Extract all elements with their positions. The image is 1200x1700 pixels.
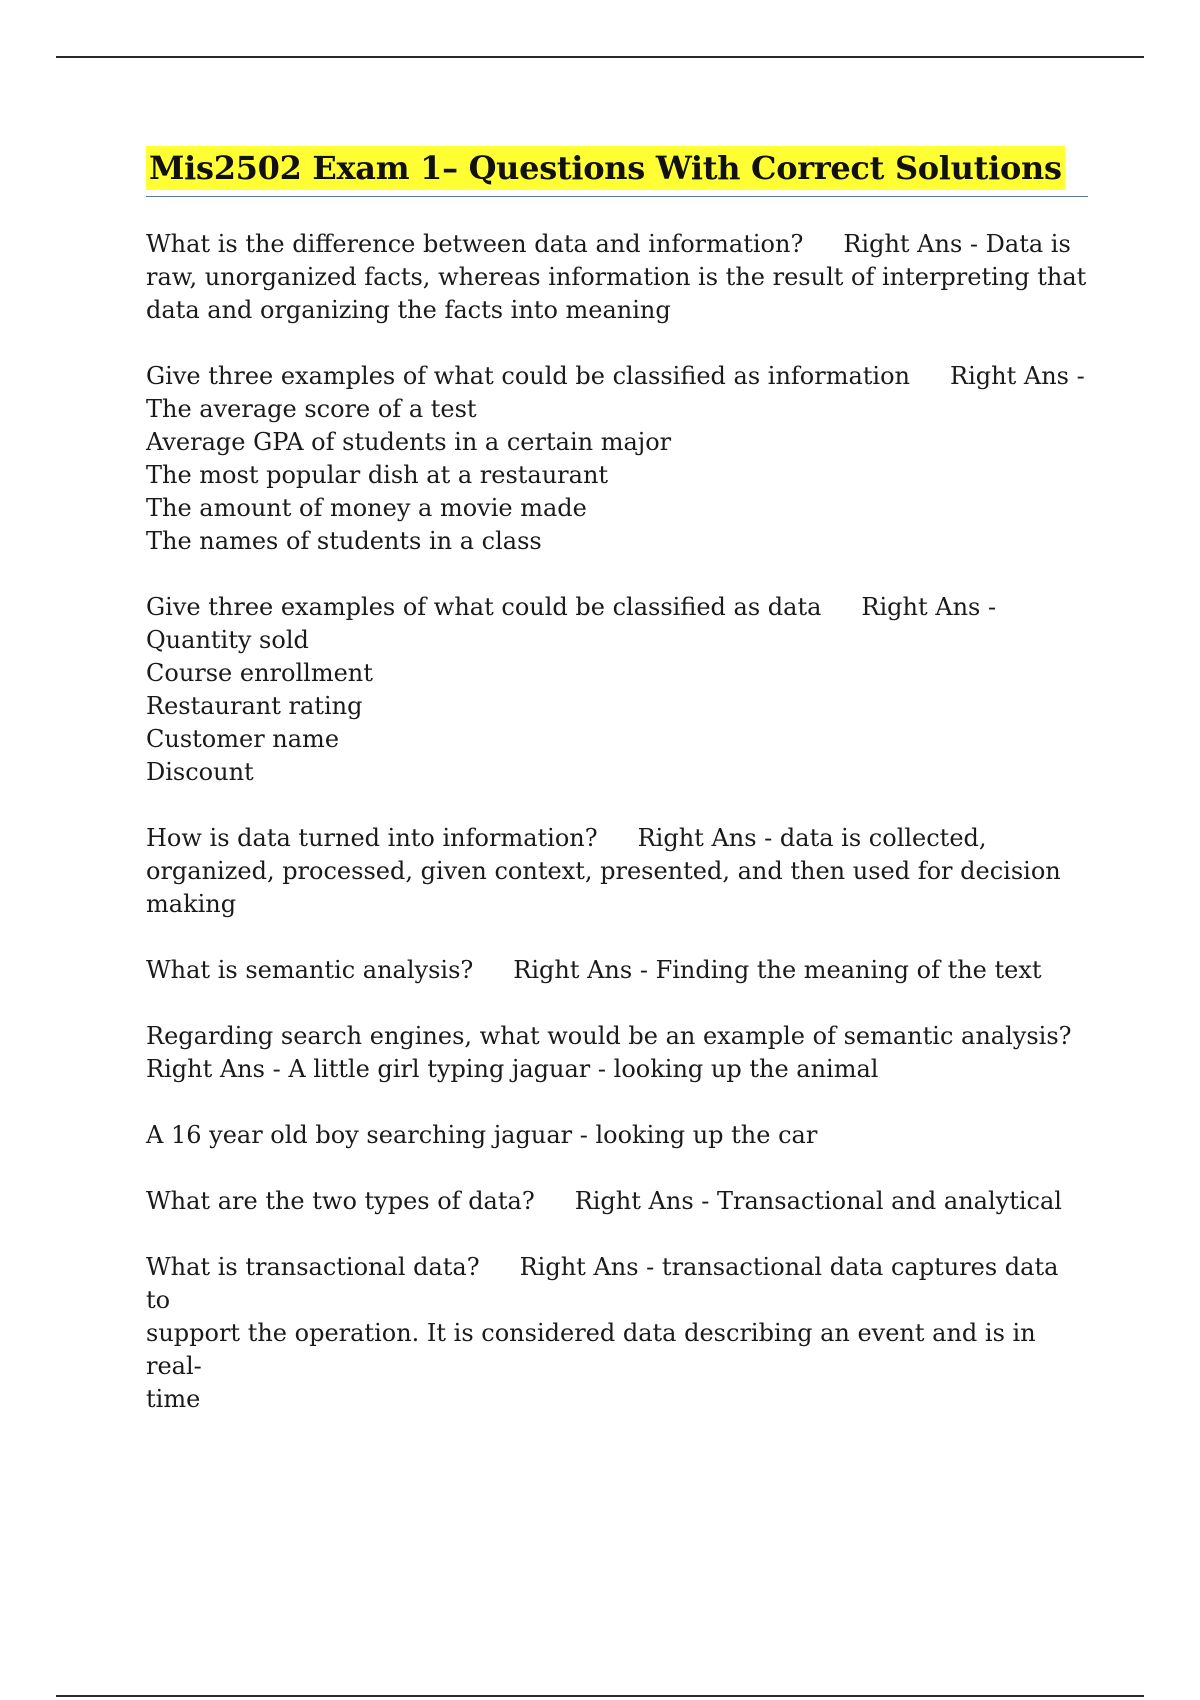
body-text: Course enrollment [146,659,373,687]
body-text: The names of students in a class [146,527,542,555]
body-text: support the operation. It is considered data describing an event and is in real- [146,1319,1036,1380]
qa-line [146,228,1088,261]
qa-item [146,591,1088,789]
qa-line [146,855,1088,888]
body-text: time [146,1385,201,1413]
body-text: Restaurant rating [146,692,363,720]
qa-item [146,1119,1088,1152]
body-text: data and organizing the facts into meaning [146,296,671,324]
qa-item [146,1185,1088,1218]
question-text: How is data turned into information? [146,824,598,852]
qa-line [146,492,1088,525]
body-text: The amount of money a movie made [146,494,587,522]
answer-text: Right Ans - Transactional and analytical [574,1187,1062,1215]
qa-line [146,1251,1088,1317]
question-text: What is transactional data? [146,1253,480,1281]
answer-text: Right Ans - data is collected, [637,824,987,852]
qa-line [146,1317,1088,1383]
qa-item [146,1020,1088,1086]
question-text: What is the difference between data and information? [146,230,804,258]
title-underline [146,196,1088,197]
body-text: raw, unorganized facts, whereas information is the result of interpreting that [146,263,1087,291]
question-text: What are the two types of data? [146,1187,535,1215]
body-text: The average score of a test [146,395,477,423]
body-text: organized, processed, given context, presented, and then used for decision [146,857,1061,885]
qa-line [146,690,1088,723]
qa-line [146,261,1088,294]
answer-text: Right Ans - Data is [843,230,1071,258]
qa-line [146,954,1088,987]
qa-item [146,822,1088,921]
body-text: The most popular dish at a restaurant [146,461,609,489]
body-text: making [146,890,237,918]
qa-line [146,1185,1088,1218]
qa-line [146,591,1088,624]
qa-line [146,822,1088,855]
qa-line [146,888,1088,921]
qa-line [146,360,1088,393]
body-text: Discount [146,758,254,786]
qa-line [146,1383,1088,1416]
qa-line [146,459,1088,492]
answer-text: Right Ans - Finding the meaning of the text [513,956,1042,984]
answer-text: Right Ans - [950,362,1085,390]
bottom-rule [56,1695,1144,1697]
document-title: Mis2502 Exam 1– Questions With Correct Solutions [146,146,1065,190]
qa-item [146,360,1088,558]
top-rule [56,56,1144,58]
question-text: Give three examples of what could be classified as data [146,593,822,621]
title-block [146,146,1088,196]
body-text: Regarding search engines, what would be an example of semantic analysis? [146,1022,1072,1050]
qa-line [146,657,1088,690]
qa-line [146,756,1088,789]
qa-item [146,228,1088,327]
answer-text: Right Ans - [861,593,997,621]
question-text: What is semantic analysis? [146,956,474,984]
qa-line [146,294,1088,327]
answer-text: Right Ans - transactional data captures data to [146,1253,1059,1314]
question-text: Give three examples of what could be classified as information [146,362,911,390]
body-text: A 16 year old boy searching jaguar - looking up the car [146,1121,818,1149]
qa-line [146,624,1088,657]
body-text: Customer name [146,725,340,753]
qa-line [146,1053,1088,1086]
qa-line [146,1020,1088,1053]
qa-list [146,228,1088,1449]
body-text: Average GPA of students in a certain major [146,428,672,456]
body-text: Right Ans - A little girl typing jaguar - looking up the animal [146,1055,879,1083]
qa-item [146,954,1088,987]
body-text: Quantity sold [146,626,309,654]
qa-line [146,426,1088,459]
qa-line [146,393,1088,426]
qa-line [146,1119,1088,1152]
qa-line [146,525,1088,558]
qa-line [146,723,1088,756]
qa-item [146,1251,1088,1416]
